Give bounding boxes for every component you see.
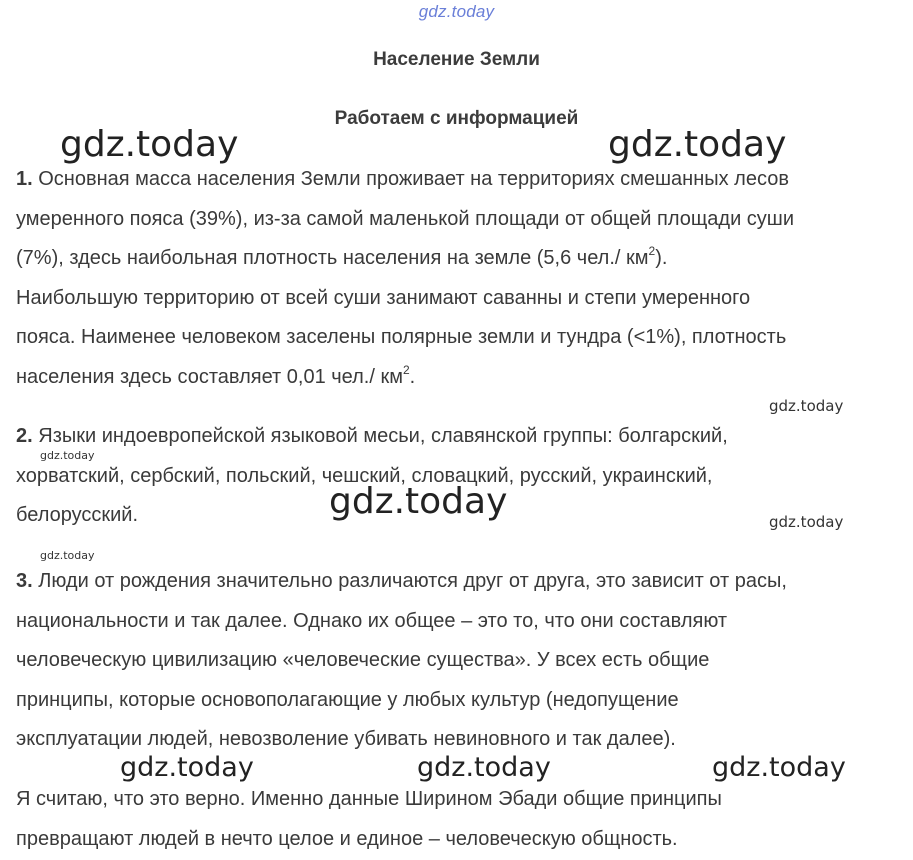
p1-line-5: пояса. Наименее человеком заселены полярные земли и тундра (<1%), плотность [16,326,787,348]
p1-line-6: населения здесь составляет 0,01 чел./ $км^2$. [16,362,416,388]
p3-number: 3. [16,570,33,592]
p3-line-1: 3. Люди от рождения значительно различаются друг от друга, это зависит от расы, [16,570,787,592]
p2-number: 2. [16,425,33,447]
watermark-10: gdz.today [712,752,846,783]
p1-line-1: 1. Основная масса населения Земли проживает на территориях смешанных лесов [16,168,789,190]
watermark-2: gdz.today [608,124,787,165]
p3-line-2: национальности и так далее. Однако их общее – это то, что они составляют [16,609,728,632]
p1-number: 1. [16,168,33,190]
watermark-9: gdz.today [417,752,551,783]
p1-line-4: Наибольшую территорию от всей суши занимают саванны и степи умеренного [16,286,751,309]
watermark-7: gdz.today [40,549,95,562]
p4-line-1: Я считаю, что это верно. Именно данные Ширином Эбади общие принципы [16,788,722,810]
watermark-6: gdz.today [769,513,844,531]
section-subtitle: Работаем с информацией [334,108,579,129]
answer-paragraph-4 [16,780,906,859]
watermark-3: gdz.today [769,397,844,415]
p3-line-5: эксплуатации людей, невозволение убивать невиновного и так далее). [16,728,676,750]
p2-line-2: хорватский, сербский, польский, чешский, словацкий, русский, украинский, [16,464,713,487]
p3-line-4: принципы, которые основополагающие у любых культур (недопущение [16,688,679,711]
p3-line-3: человеческую цивилизацию «человеческие существа». У всех есть общие [16,649,710,671]
p1-line-3: (7%), здесь наибольная плотность населения на земле (5,6 чел./ $км^2$). [16,244,668,269]
p1-line-2: умеренного пояса (39%), из-за самой маленькой площади от общей площади суши [16,207,795,230]
watermark-8: gdz.today [120,752,254,783]
page-title: Население Земли [373,49,540,70]
p4-line-2: превращают людей в нечто целое и единое – человеческую общность. [16,827,678,850]
watermark-5: gdz.today [329,481,508,522]
answer-paragraph-3 [16,562,906,760]
watermark-4: gdz.today [40,449,95,462]
answer-paragraph-1 [16,160,906,397]
p2-line-1: 2. Языки индоевропейской языковой месьи, славянской группы: болгарский, [16,425,728,447]
p2-line-3: белорусский. [16,504,139,526]
watermark-1: gdz.today [60,124,239,165]
header-watermark: gdz.today [418,2,495,21]
